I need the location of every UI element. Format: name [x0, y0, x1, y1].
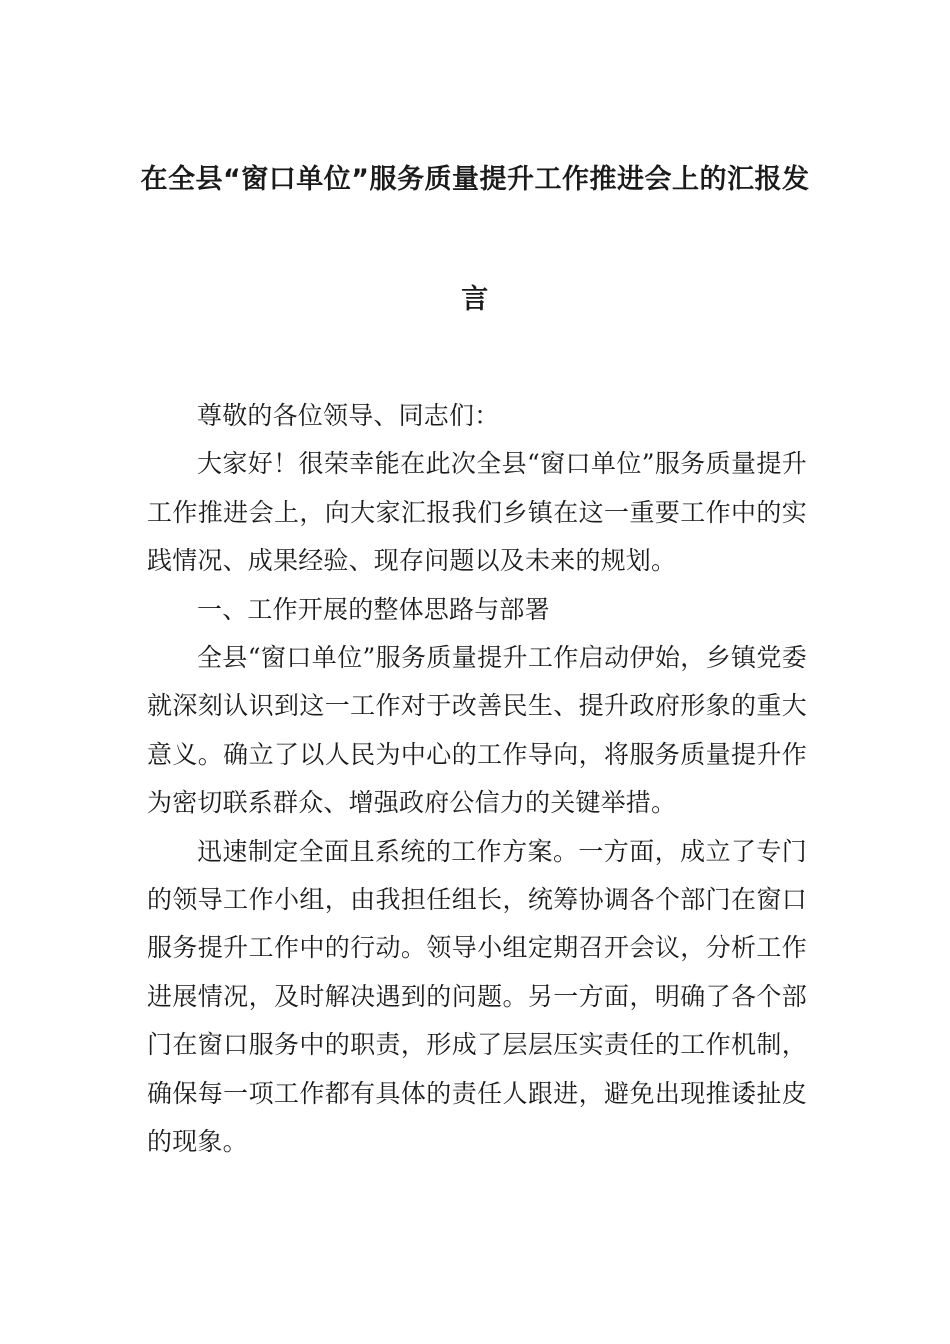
body-paragraph: 迅速制定全面且系统的工作方案。一方面，成立了专门的领导工作小组，由我担任组长，统筹协调各个部门在窗口服务提升工作中的行动。领导小组定期召开会议，分析工作进展情况，及时解决遇到的问题。另一方面，明确了各个部门在窗口服务中的职责，形成了层层压实责任的工作机制，确保每一项工作都有具体的责任人跟进，避免出现推诿扯皮的现象。 [147, 836, 807, 1157]
document-body [147, 392, 807, 1167]
document-title-line-2: 言 [461, 284, 489, 315]
greeting-paragraph: 大家好！很荣幸能在此次全县“窗口单位”服务质量提升工作推进会上，向大家汇报我们乡镇在这一重要工作中的实践情况、成果经验、现存问题以及未来的规划。 [147, 449, 807, 576]
section-heading-1: 一、工作开展的整体思路与部署 [197, 594, 550, 624]
body-paragraph: 全县“窗口单位”服务质量提升工作启动伊始，乡镇党委就深刻认识到这一工作对于改善民生、提升政府形象的重大意义。确立了以人民为中心的工作导向，将服务质量提升作为密切联系群众、增强政府公信力的关键举措。 [147, 643, 807, 818]
document-title-line-1: 在全县“窗口单位”服务质量提升工作推进会上的汇报发 [140, 164, 810, 195]
salutation-paragraph: 尊敬的各位领导、同志们： [197, 401, 500, 430]
